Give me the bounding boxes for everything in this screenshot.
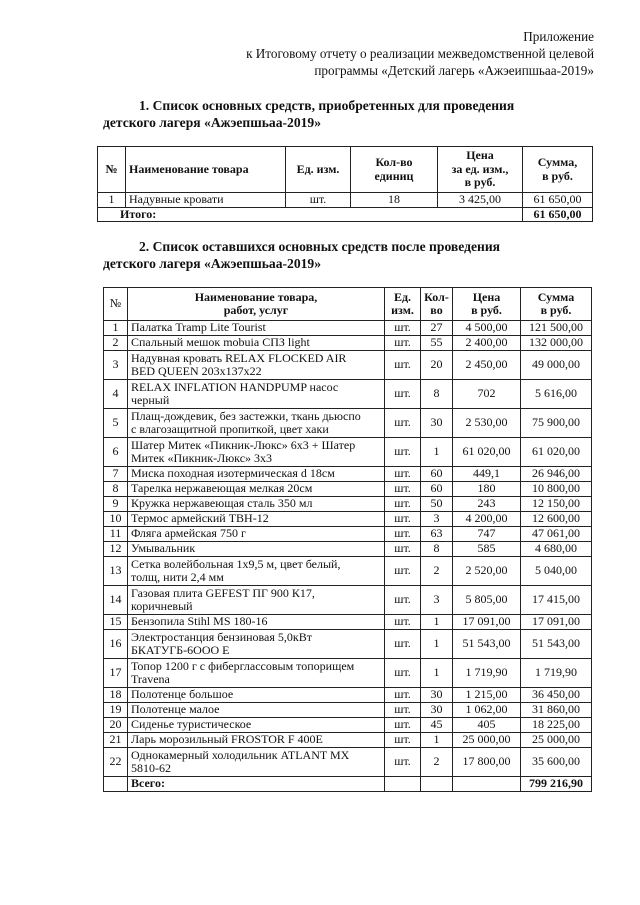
table-row <box>104 497 592 512</box>
table-row <box>104 482 592 497</box>
col-header-qty-line: Кол-во <box>375 155 413 169</box>
cell-sum: 17 415,00 <box>521 586 592 615</box>
cell-unit: шт. <box>385 703 421 718</box>
cell-num: 6 <box>104 438 128 467</box>
cell-name-line: Спальный мешок mobuia СПЗ light <box>131 335 310 350</box>
cell-price: 2 530,00 <box>453 409 521 438</box>
table-row <box>104 409 592 438</box>
cell-unit: шт. <box>385 748 421 777</box>
cell-name <box>128 438 385 467</box>
cell-unit: шт. <box>385 380 421 409</box>
table-row <box>104 748 592 777</box>
cell-name <box>128 615 385 630</box>
cell-unit: шт. <box>385 321 421 336</box>
cell-name <box>128 659 385 688</box>
cell-price: 1 215,00 <box>453 688 521 703</box>
cell-name <box>128 482 385 497</box>
col-header-unit-line: изм. <box>391 303 414 317</box>
col-header-price-line: в руб. <box>471 303 502 317</box>
cell-sum: 25 000,00 <box>521 733 592 748</box>
cell-qty: 60 <box>421 467 453 482</box>
cell-price: 243 <box>453 497 521 512</box>
cell-price: 17 800,00 <box>453 748 521 777</box>
cell-name-line: Газовая плита GEFEST ПГ 900 К17, <box>131 585 315 600</box>
table-body <box>104 321 592 792</box>
cell-name-line: Плащ-дождевик, без застежки, ткань дьюспо <box>131 408 361 423</box>
cell-name-line: Надувная кровать RELAX FLOCKED AIR <box>131 350 347 365</box>
col-header-sum <box>523 147 593 193</box>
cell-name <box>128 497 385 512</box>
cell-empty <box>104 777 128 792</box>
table-row <box>104 351 592 380</box>
table-row <box>104 527 592 542</box>
cell-num: 11 <box>104 527 128 542</box>
cell-unit: шт. <box>286 193 351 208</box>
col-header-name <box>128 288 385 321</box>
cell-price: 747 <box>453 527 521 542</box>
cell-unit: шт. <box>385 733 421 748</box>
cell-name-line: Кружка нержавеющая сталь 350 мл <box>131 496 313 511</box>
cell-qty: 3 <box>421 512 453 527</box>
table-row <box>104 557 592 586</box>
cell-price: 17 091,00 <box>453 615 521 630</box>
cell-qty: 30 <box>421 688 453 703</box>
cell-unit: шт. <box>385 557 421 586</box>
table-row <box>104 615 592 630</box>
cell-name <box>128 748 385 777</box>
cell-unit: шт. <box>385 351 421 380</box>
cell-sum: 35 600,00 <box>521 748 592 777</box>
cell-qty: 30 <box>421 409 453 438</box>
cell-name <box>128 703 385 718</box>
section-2-title-line: 2. Список оставшихся основных средств после проведения <box>139 239 501 254</box>
cell-num: 15 <box>104 615 128 630</box>
cell-unit: шт. <box>385 542 421 557</box>
cell-unit: шт. <box>385 438 421 467</box>
cell-name-line: Полотенце большое <box>131 687 234 702</box>
cell-name <box>128 512 385 527</box>
cell-sum: 5 616,00 <box>521 380 592 409</box>
col-header-unit-line: Ед. <box>393 289 412 304</box>
table-row <box>104 321 592 336</box>
appendix-line: к Итоговому отчету о реализации межведомственной целевой <box>246 46 594 61</box>
purchased-assets-table <box>97 146 593 222</box>
cell-price: 4 500,00 <box>453 321 521 336</box>
cell-price: 1 719,90 <box>453 659 521 688</box>
cell-num: 10 <box>104 512 128 527</box>
cell-name-line: Митек «Пикник-Люкс» 3х3 <box>131 451 273 465</box>
col-header-name: Наименование товара <box>126 147 286 193</box>
cell-sum: 121 500,00 <box>521 321 592 336</box>
cell-unit: шт. <box>385 659 421 688</box>
cell-num: 12 <box>104 542 128 557</box>
cell-qty: 3 <box>421 586 453 615</box>
cell-qty: 63 <box>421 527 453 542</box>
cell-num: 14 <box>104 586 128 615</box>
cell-name-line: Сетка волейбольная 1х9,5 м, цвет белый, <box>131 556 341 571</box>
cell-num: 9 <box>104 497 128 512</box>
cell-price: 2 520,00 <box>453 557 521 586</box>
section-1-title <box>103 97 590 131</box>
cell-name-line: BED QUEEN 203x137x22 <box>131 364 262 378</box>
table-row <box>104 586 592 615</box>
cell-price: 180 <box>453 482 521 497</box>
cell-qty: 2 <box>421 557 453 586</box>
cell-qty: 1 <box>421 733 453 748</box>
cell-price: 2 400,00 <box>453 336 521 351</box>
cell-price: 5 805,00 <box>453 586 521 615</box>
table-row <box>104 703 592 718</box>
table-row <box>104 542 592 557</box>
cell-qty: 1 <box>421 438 453 467</box>
cell-unit: шт. <box>385 497 421 512</box>
cell-name: Надувные кровати <box>126 193 286 208</box>
col-header-sum-line: в руб. <box>542 168 573 183</box>
cell-unit: шт. <box>385 586 421 615</box>
cell-sum: 10 800,00 <box>521 482 592 497</box>
appendix-header <box>154 28 594 79</box>
cell-unit: шт. <box>385 512 421 527</box>
appendix-line: программы «Детский лагерь «Ажэеипшьаа-2019» <box>314 63 594 78</box>
cell-sum: 4 680,00 <box>521 542 592 557</box>
col-header-sum-line: Сумма <box>537 289 575 304</box>
cell-name <box>128 586 385 615</box>
cell-name <box>128 527 385 542</box>
cell-num: 22 <box>104 748 128 777</box>
cell-name-line: коричневый <box>131 599 193 613</box>
cell-num: 19 <box>104 703 128 718</box>
cell-num: 18 <box>104 688 128 703</box>
col-header-num: № <box>104 288 128 321</box>
col-header-name-line: Наименование товара, <box>194 289 318 304</box>
col-header-qty <box>421 288 453 321</box>
cell-num: 17 <box>104 659 128 688</box>
cell-name-line: Термос армейский ТВН-12 <box>131 511 269 526</box>
cell-qty: 1 <box>421 659 453 688</box>
cell-num: 1 <box>98 193 126 208</box>
cell-empty <box>385 777 421 792</box>
cell-name-line: Тарелка нержавеющая мелкая 20см <box>131 481 313 496</box>
cell-name-line: Сиденье туристическое <box>131 717 252 732</box>
cell-num: 3 <box>104 351 128 380</box>
cell-num: 7 <box>104 467 128 482</box>
col-header-sum-line: Сумма, <box>537 155 578 169</box>
cell-price: 702 <box>453 380 521 409</box>
cell-name <box>128 467 385 482</box>
section-2-title-line: детского лагеря «Ажэепшьаа-2019» <box>103 256 322 271</box>
cell-num: 16 <box>104 630 128 659</box>
cell-num: 13 <box>104 557 128 586</box>
cell-unit: шт. <box>385 527 421 542</box>
table-row <box>104 733 592 748</box>
cell-price: 449,1 <box>453 467 521 482</box>
cell-num: 2 <box>104 336 128 351</box>
cell-sum: 12 150,00 <box>521 497 592 512</box>
table-header-row <box>104 288 592 321</box>
col-header-qty-line: единиц <box>374 168 414 183</box>
table-row <box>98 193 593 208</box>
cell-name <box>128 409 385 438</box>
cell-qty: 55 <box>421 336 453 351</box>
cell-unit: шт. <box>385 615 421 630</box>
cell-qty: 27 <box>421 321 453 336</box>
cell-sum: 26 946,00 <box>521 467 592 482</box>
cell-unit: шт. <box>385 688 421 703</box>
cell-price: 2 450,00 <box>453 351 521 380</box>
table-row <box>104 512 592 527</box>
cell-unit: шт. <box>385 467 421 482</box>
section-1-title-line: детского лагеря «Ажэепшьаа-2019» <box>103 115 322 130</box>
col-header-price-line: в руб. <box>464 175 496 190</box>
cell-price: 4 200,00 <box>453 512 521 527</box>
cell-price: 25 000,00 <box>453 733 521 748</box>
cell-name <box>128 542 385 557</box>
total-value: 61 650,00 <box>523 207 593 222</box>
cell-sum: 49 000,00 <box>521 351 592 380</box>
col-header-price-line: за ед. изм., <box>451 161 509 176</box>
cell-unit: шт. <box>385 409 421 438</box>
cell-name <box>128 351 385 380</box>
cell-qty: 45 <box>421 718 453 733</box>
col-header-sum-line: в руб. <box>540 303 572 317</box>
cell-price: 585 <box>453 542 521 557</box>
cell-num: 8 <box>104 482 128 497</box>
cell-name-line: толщ, нити 2,4 мм <box>131 570 224 584</box>
cell-qty: 8 <box>421 380 453 409</box>
cell-qty: 50 <box>421 497 453 512</box>
cell-sum: 5 040,00 <box>521 557 592 586</box>
col-header-price-line: Цена <box>472 289 501 304</box>
cell-name-line: Умывальник <box>131 541 196 556</box>
cell-num: 20 <box>104 718 128 733</box>
table-row <box>104 630 592 659</box>
cell-name-line: Однокамерный холодильник ATLANT MX <box>131 747 350 762</box>
total-value: 799 216,90 <box>521 777 592 792</box>
cell-empty <box>453 777 521 792</box>
cell-qty: 8 <box>421 542 453 557</box>
table-row <box>104 718 592 733</box>
cell-qty: 1 <box>421 630 453 659</box>
col-header-qty <box>351 147 438 193</box>
cell-name <box>128 336 385 351</box>
col-header-price <box>453 288 521 321</box>
cell-name-line: Миска походная изотермическая d 18см <box>131 466 335 481</box>
cell-name <box>128 557 385 586</box>
cell-price: 61 020,00 <box>453 438 521 467</box>
cell-name-line: Полотенце малое <box>131 702 220 717</box>
cell-empty <box>421 777 453 792</box>
cell-sum: 51 543,00 <box>521 630 592 659</box>
cell-qty: 20 <box>421 351 453 380</box>
cell-sum: 31 860,00 <box>521 703 592 718</box>
cell-qty: 2 <box>421 748 453 777</box>
cell-num: 5 <box>104 409 128 438</box>
table-row <box>104 438 592 467</box>
cell-sum: 61 020,00 <box>521 438 592 467</box>
cell-num: 21 <box>104 733 128 748</box>
cell-name <box>128 688 385 703</box>
col-header-qty-line: Кол- <box>424 289 449 304</box>
cell-name <box>128 718 385 733</box>
cell-qty: 18 <box>351 193 438 208</box>
cell-name <box>128 630 385 659</box>
cell-unit: шт. <box>385 482 421 497</box>
cell-sum: 17 091,00 <box>521 615 592 630</box>
cell-name-line: БКАТУГБ-6ООО Е <box>131 643 230 657</box>
cell-sum: 47 061,00 <box>521 527 592 542</box>
cell-name-line: Бензопила Stihl MS 180-16 <box>131 614 268 629</box>
col-header-num: № <box>98 147 126 193</box>
table-row <box>104 336 592 351</box>
cell-sum: 61 650,00 <box>523 193 593 208</box>
remaining-assets-table <box>103 287 592 792</box>
cell-sum: 75 900,00 <box>521 409 592 438</box>
section-2-title <box>103 238 590 272</box>
cell-name-line: Палатка Tramp Lite Tourist <box>131 320 266 335</box>
cell-unit: шт. <box>385 630 421 659</box>
cell-num: 1 <box>104 321 128 336</box>
cell-name-line: Travena <box>131 672 170 686</box>
cell-name <box>128 321 385 336</box>
total-label: Всего: <box>128 777 385 792</box>
cell-name-line: RELAX INFLATION HANDPUMP насос <box>131 379 339 394</box>
table-row <box>104 380 592 409</box>
total-row <box>104 777 592 792</box>
cell-name-line: Шатер Митек «Пикник-Люкс» 6х3 + Шатер <box>131 437 356 452</box>
col-header-unit: Ед. изм. <box>286 147 351 193</box>
cell-price: 405 <box>453 718 521 733</box>
cell-name-line: с влагозащитной пропиткой, цвет хаки <box>131 422 329 436</box>
col-header-unit <box>385 288 421 321</box>
cell-unit: шт. <box>385 336 421 351</box>
cell-name-line: Электростанция бензиновая 5,0кВт <box>131 629 312 644</box>
cell-price: 3 425,00 <box>438 193 523 208</box>
cell-name-line: черный <box>131 393 170 407</box>
cell-price: 51 543,00 <box>453 630 521 659</box>
cell-name <box>128 733 385 748</box>
cell-name-line: Фляга армейская 750 г <box>131 526 246 541</box>
cell-name-line: Топор 1200 г с фиберглассовым топорищем <box>131 658 355 673</box>
cell-sum: 18 225,00 <box>521 718 592 733</box>
appendix-title: Приложение <box>523 29 594 44</box>
cell-unit: шт. <box>385 718 421 733</box>
cell-num: 4 <box>104 380 128 409</box>
cell-sum: 12 600,00 <box>521 512 592 527</box>
cell-sum: 36 450,00 <box>521 688 592 703</box>
col-header-name-line: работ, услуг <box>223 303 289 317</box>
cell-price: 1 062,00 <box>453 703 521 718</box>
cell-name-line: Ларь морозильный FROSTOR F 400E <box>131 732 323 747</box>
table-row <box>104 688 592 703</box>
cell-sum: 132 000,00 <box>521 336 592 351</box>
col-header-qty-line: во <box>430 303 443 317</box>
cell-qty: 1 <box>421 615 453 630</box>
col-header-price <box>438 147 523 193</box>
col-header-sum <box>521 288 592 321</box>
table-header-row <box>98 147 593 193</box>
cell-qty: 60 <box>421 482 453 497</box>
col-header-price-line: Цена <box>466 148 494 163</box>
table-row <box>104 467 592 482</box>
cell-sum: 1 719,90 <box>521 659 592 688</box>
section-1-title-line: 1. Список основных средств, приобретенных для проведения <box>139 98 515 113</box>
total-label: Итого: <box>98 207 523 222</box>
cell-name-line: 5810-62 <box>131 761 171 775</box>
cell-qty: 30 <box>421 703 453 718</box>
cell-name <box>128 380 385 409</box>
table-row <box>104 659 592 688</box>
total-row <box>98 207 593 222</box>
